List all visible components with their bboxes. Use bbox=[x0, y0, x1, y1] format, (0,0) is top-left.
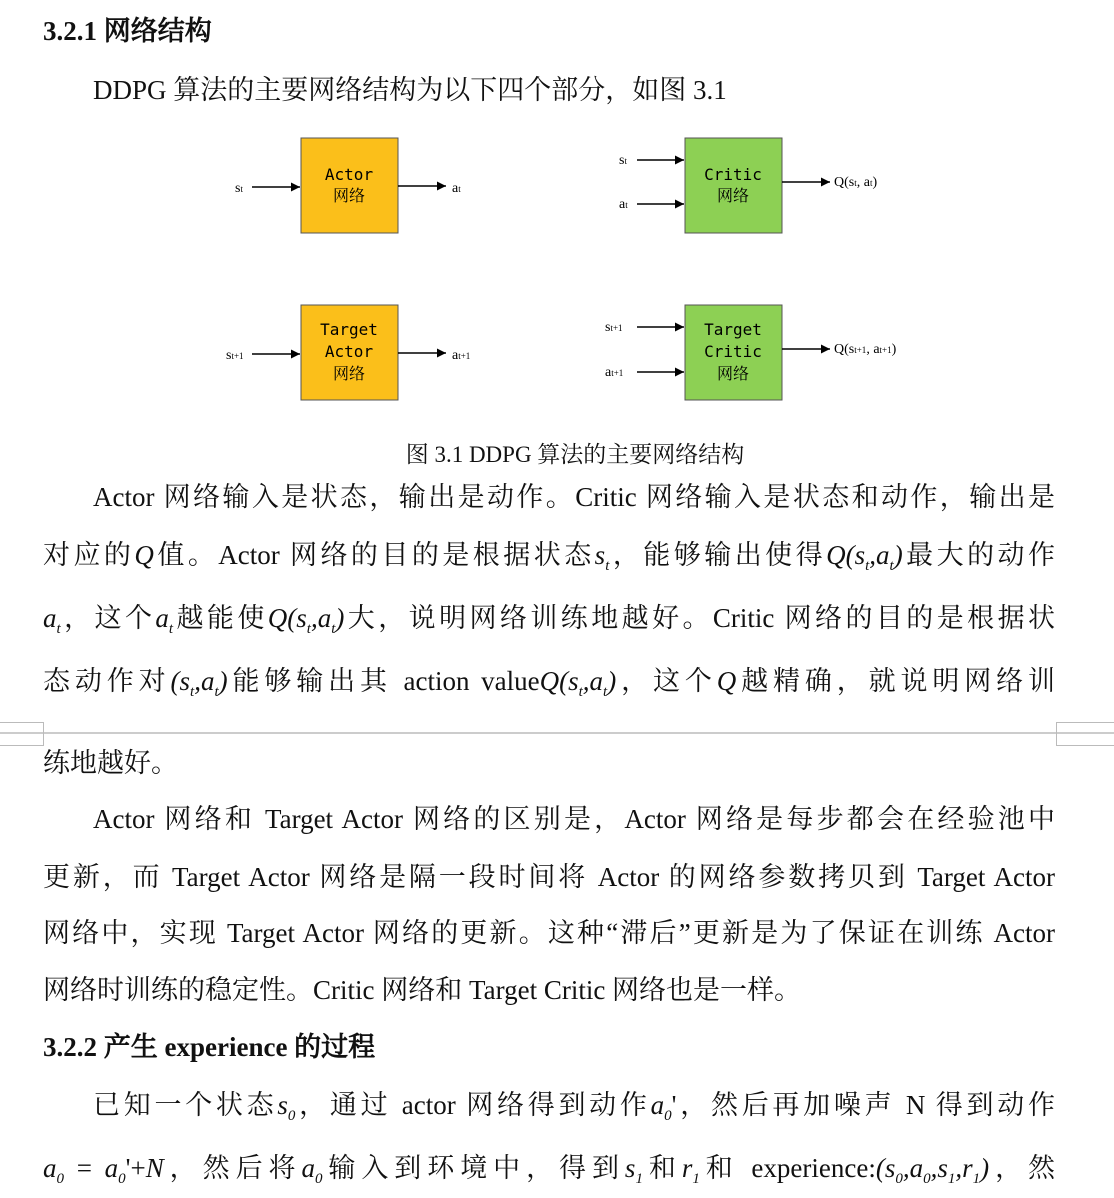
math-symbol: Q bbox=[716, 666, 737, 696]
figure-caption: 图 3.1 DDPG 算法的主要网络结构 bbox=[405, 442, 745, 467]
math-symbol: ) bbox=[980, 1153, 990, 1183]
critic-output-label: Q(st, at) bbox=[834, 175, 878, 190]
math-subscript: 1 bbox=[692, 1171, 700, 1187]
text-run: ，这个 bbox=[60, 603, 156, 633]
math-subscript: 0 bbox=[923, 1171, 931, 1187]
text-run: 大，说明网络训练地越好。Critic 网络的目的是根据状 bbox=[344, 603, 1056, 633]
page-corner-left bbox=[0, 722, 44, 746]
math-symbol: Q(s bbox=[539, 666, 579, 696]
math-subscript: 0 bbox=[287, 1108, 296, 1124]
math-symbol: r bbox=[681, 1153, 693, 1183]
text-run: 输入到环境中，得到 bbox=[322, 1153, 625, 1183]
critic-label: Critic bbox=[704, 165, 762, 184]
text-line bbox=[43, 538, 1055, 583]
text-line bbox=[93, 1088, 1055, 1133]
math-subscript: 0 bbox=[118, 1171, 126, 1187]
text-line bbox=[93, 480, 1055, 514]
math-subscript: 0 bbox=[895, 1171, 903, 1187]
math-symbol: a bbox=[43, 603, 57, 633]
text-run: 对应的 bbox=[43, 540, 135, 570]
actor-output-label: at bbox=[452, 181, 461, 196]
math-subscript: t bbox=[190, 684, 195, 700]
target-actor-label-3: 网络 bbox=[332, 364, 366, 383]
math-subscript: 0 bbox=[314, 1171, 323, 1187]
math-subscript: t bbox=[603, 684, 608, 700]
math-subscript: t bbox=[889, 558, 894, 574]
text-run: 和 bbox=[642, 1153, 682, 1183]
math-symbol: ,r bbox=[955, 1153, 973, 1183]
text-line bbox=[43, 916, 1055, 950]
text-run: 和 experience: bbox=[699, 1153, 876, 1183]
critic-input-action: at bbox=[619, 197, 628, 212]
math-symbol: ,a bbox=[902, 1153, 924, 1183]
math-symbol: ,a bbox=[582, 666, 604, 696]
target-actor-input-label: st+1 bbox=[226, 348, 244, 363]
text-run: 态动作对 bbox=[43, 666, 171, 696]
math-symbol: ,s bbox=[930, 1153, 948, 1183]
math-symbol: (s bbox=[170, 666, 191, 696]
math-symbol: a bbox=[301, 1153, 315, 1183]
math-symbol: ,a bbox=[869, 540, 890, 570]
math-symbol: Q(s bbox=[267, 603, 307, 633]
text-line bbox=[43, 973, 1055, 1007]
intro-paragraph: DDPG 算法的主要网络结构为以下四个部分，如图 3.1 bbox=[93, 75, 727, 105]
math-subscript: 1 bbox=[635, 1171, 643, 1187]
text-line bbox=[43, 664, 1055, 709]
section-heading-network-structure: 3.2.1 网络结构 bbox=[43, 16, 212, 46]
text-run: 更新，而 Target Actor 网络是隔一段时间将 Actor 的网络参数拷贝到 Target Actor bbox=[43, 862, 1055, 892]
text-run: ，然 bbox=[989, 1153, 1056, 1183]
text-run: 练地越好。 bbox=[43, 748, 178, 778]
math-symbol: s bbox=[624, 1153, 636, 1183]
target-critic-output-label: Q(st+1, at+1) bbox=[834, 342, 897, 357]
text-run: 值。Actor 网络的目的是根据状态 bbox=[153, 540, 595, 570]
text-run: ，能够输出使得 bbox=[609, 540, 827, 570]
text-run: ，通过 actor 网络得到动作 bbox=[295, 1090, 651, 1120]
text-run: '，然后再加噪声 N 得到动作 bbox=[671, 1090, 1055, 1120]
text-run: 最大的动作 bbox=[902, 540, 1056, 570]
ddpg-network-diagram bbox=[0, 0, 1114, 420]
math-symbol: a bbox=[43, 1153, 57, 1183]
math-symbol: a bbox=[155, 603, 169, 633]
text-run: 越精确，就说明网络训 bbox=[736, 666, 1056, 696]
section-heading-experience: 3.2.2 产生 experience 的过程 bbox=[43, 1032, 376, 1062]
text-run: = bbox=[64, 1153, 105, 1183]
math-symbol: N bbox=[145, 1153, 164, 1183]
text-line bbox=[43, 860, 1055, 894]
math-subscript: t bbox=[605, 558, 610, 574]
math-subscript: t bbox=[865, 558, 870, 574]
text-line bbox=[43, 601, 1055, 646]
target-critic-network-block bbox=[605, 305, 897, 400]
actor-label: Actor bbox=[324, 165, 374, 184]
target-actor-label-1: Target bbox=[320, 320, 378, 339]
math-symbol: Q(s bbox=[826, 540, 866, 570]
text-run: 网络时训练的稳定性。Critic 网络和 Target Critic 网络也是一样。 bbox=[43, 975, 802, 1005]
actor-network-block bbox=[235, 138, 461, 233]
math-symbol: ,a bbox=[310, 603, 332, 633]
text-run: Actor 网络和 Target Actor 网络的区别是，Actor 网络是每步都会在经验池中 bbox=[93, 804, 1055, 834]
math-subscript: 0 bbox=[664, 1108, 672, 1124]
target-critic-label-1: Target bbox=[704, 320, 762, 339]
critic-label-net: 网络 bbox=[716, 186, 750, 205]
page-break-divider bbox=[0, 732, 1114, 734]
math-subscript: t bbox=[168, 621, 174, 637]
text-run: ，这个 bbox=[616, 666, 717, 696]
text-run: 越能使 bbox=[173, 603, 268, 633]
target-actor-output-label: at+1 bbox=[452, 348, 471, 363]
math-symbol: ) bbox=[335, 603, 345, 633]
text-run: 网络中，实现 Target Actor 网络的更新。这种“滞后”更新是为了保证在训练 Actor bbox=[43, 918, 1055, 948]
math-subscript: t bbox=[56, 621, 61, 637]
math-symbol: ) bbox=[218, 666, 228, 696]
math-subscript: t bbox=[578, 684, 583, 700]
target-critic-label-3: 网络 bbox=[716, 364, 750, 383]
text-run: '+ bbox=[125, 1153, 146, 1183]
text-run: 已知一个状态 bbox=[93, 1090, 278, 1120]
text-run: 能够输出其 action value bbox=[227, 666, 540, 696]
text-line bbox=[43, 746, 1055, 780]
page-corner-right bbox=[1056, 722, 1114, 746]
math-subscript: 1 bbox=[947, 1171, 956, 1187]
text-run: Actor 网络输入是状态，输出是动作。Critic 网络输入是状态和动作，输出是 bbox=[93, 482, 1055, 512]
math-symbol: Q bbox=[134, 540, 154, 570]
critic-input-state: st bbox=[619, 153, 627, 168]
text-line bbox=[93, 802, 1055, 836]
text-line bbox=[43, 1151, 1055, 1196]
critic-network-block bbox=[619, 138, 877, 233]
math-subscript: t bbox=[331, 621, 336, 637]
text-run: ，然后将 bbox=[163, 1153, 302, 1183]
math-subscript: 1 bbox=[972, 1171, 981, 1187]
math-subscript: t bbox=[306, 621, 311, 637]
math-symbol: a bbox=[104, 1153, 119, 1183]
math-symbol: ) bbox=[893, 540, 903, 570]
math-subscript: t bbox=[214, 684, 219, 700]
math-symbol: s bbox=[594, 540, 606, 570]
math-symbol: ,a bbox=[194, 666, 215, 696]
math-symbol: (s bbox=[875, 1153, 896, 1183]
math-symbol: a bbox=[650, 1090, 665, 1120]
actor-label-net: 网络 bbox=[332, 186, 366, 205]
math-symbol: s bbox=[277, 1090, 288, 1120]
target-actor-network-block bbox=[226, 305, 470, 400]
target-actor-label-2: Actor bbox=[324, 342, 374, 361]
math-symbol: ) bbox=[607, 666, 617, 696]
target-critic-input-state: st+1 bbox=[605, 320, 623, 335]
target-critic-label-2: Critic bbox=[704, 342, 762, 361]
actor-input-label: st bbox=[235, 181, 243, 196]
target-critic-input-action: at+1 bbox=[605, 365, 624, 380]
math-subscript: 0 bbox=[56, 1171, 64, 1187]
